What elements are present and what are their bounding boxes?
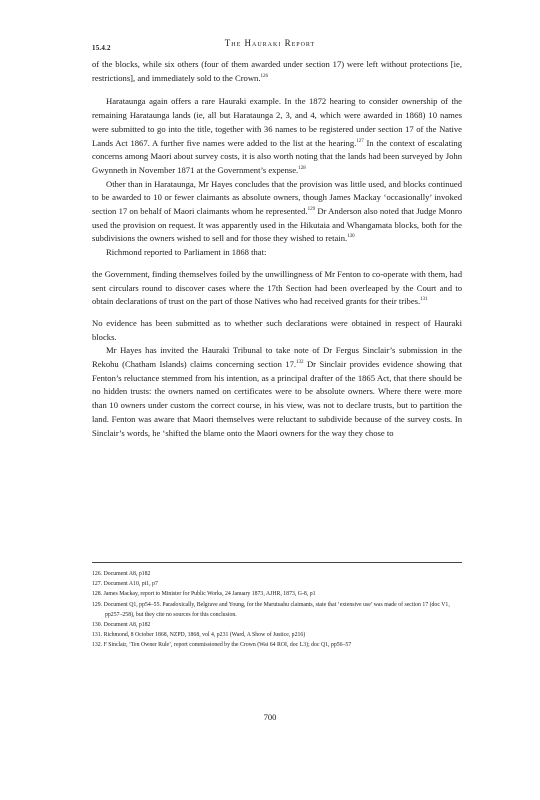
- footnote-ref-129[interactable]: 129: [307, 207, 316, 213]
- paragraph-sinclair-text-b: Dr Sinclair provides evidence showing that Fenton’s reluctance stemmed from his intention, as a principal drafter of the 1865 Act, that there should be no hidden trusts: the owners named on certificates were to be absolute owners. Where there were more than 10 owners under custom the correct course, in his view, was not to declare trusts, but to partition the land. Fenton was aware that Maori themselves were reluctant to subdivide because of the survey costs. In Sinclair’s words, he ‘shifted the blame onto the Maori owners for the way they chose to: [92, 359, 462, 438]
- paragraph-hayes-text-a: Other than in Harataunga, Mr Hayes concludes that the provision was little used, and blocks continued to be awarded to 10 or fewer claimants as absolute owners, though James Mackay ‘occasionally’ invoked section 17 on behalf of Maori claimants whom he represented.: [92, 178, 462, 217]
- section-number: 15.4.2: [92, 44, 111, 52]
- footnote-divider: [92, 562, 462, 563]
- paragraph-hayes-text-b: Dr Anderson also noted that Judge Monro used the provision on request. It was apparently used in the Hikutaia and Whangamata blocks, both for the subdivisions the owners wished to sell and for those they wished to retain.: [92, 206, 463, 244]
- paragraph-harataunga: [92, 95, 462, 177]
- block-quote: [92, 268, 462, 309]
- main-text: [92, 58, 462, 440]
- running-title: The Hauraki Report: [224, 38, 316, 48]
- footnote-127: 127. Document A10, pt1, p7: [92, 581, 158, 588]
- page-number: 700: [263, 712, 277, 722]
- footnote-ref-128[interactable]: 128: [298, 165, 306, 171]
- paragraph-hayes-conclusion: [92, 178, 462, 247]
- paragraph-richmond: Richmond reported to Parliament in 1868 that:: [106, 247, 267, 258]
- paragraph-harataunga-text-b: In the context of escalating concerns among Maori about survey costs, it is also worth noting that the lands had been surveyed by John Gwynneth in November 1871 at the Government’s expense.: [92, 137, 462, 175]
- footnote-131: 131. Richmond, 8 October 1868, NZPD, 1868, vol 4, p231 (Ward, A Show of Justice, p216): [92, 632, 306, 639]
- footnote-ref-126[interactable]: 126: [260, 73, 269, 79]
- footnote-ref-131[interactable]: 131: [420, 297, 428, 303]
- paragraph-1: [92, 58, 462, 85]
- footnote-ref-130[interactable]: 130: [347, 234, 355, 240]
- footnote-ref-127[interactable]: 127: [356, 138, 364, 144]
- footnote-ref-132[interactable]: 132: [296, 360, 304, 366]
- footnote-126: 126. Document A8, p182: [92, 571, 151, 577]
- footnote-129: 129. Document Q1, pp54–55. Paradoxically, Belgrave and Young, for the Marutuahu claimants, state that ‘extensive use’ was made of section 17 (doc V1, pp257–258), but they cite no sources for this conclusion.: [92, 601, 450, 618]
- footnote-132: 132. F Sinclair, ‘Ten Owner Rule’, report commissioned by the Crown (Wai 64 ROI, doc L3); doc Q1, pp56–57: [92, 642, 352, 649]
- paragraph-sinclair-text-a: Mr Hayes has invited the Hauraki Tribunal to take note of Dr Fergus Sinclair’s submission in the Rekohu (Chatham Islands) claims concerning section 17.: [92, 345, 462, 370]
- paragraph-no-evidence: No evidence has been submitted as to whether such declarations were obtained in respect of Hauraki blocks.: [92, 317, 462, 342]
- paragraph-sinclair: [92, 344, 462, 440]
- paragraph-harataunga-text-a: Harataunga again offers a rare Hauraki example. In the 1872 hearing to consider ownership of the remaining Harataunga lands (ie, all but Harataunga 2, 3, and 4, which were awarded in 1868) 10 names were submitted to go into the title, together with 36 names to be registered under section 17 of the Native Lands Act 1867. A further five names were added to the list at the hearing.: [92, 96, 462, 148]
- footnote-130: 130. Document A8, p182: [92, 622, 151, 629]
- footnotes: [92, 569, 462, 651]
- block-quote-text: the Government, finding themselves foiled by the unwillingness of Mr Fenton to co-operate with them, had sent circulars round to discover cases where the 17th Section had been overleaped by the Court and to obtain declarations of trust on the part of those Natives who had received grants for their tribes.: [92, 268, 462, 307]
- footnote-128: 128. James Mackay, report to Minister for Public Works, 24 January 1873, AJHR, 1873, G-8, p1: [92, 591, 316, 598]
- paragraph-1-text: of the blocks, while six others (four of them awarded under section 17) were left without protections [ie, restrictions], and immediately sold to the Crown.: [92, 59, 462, 83]
